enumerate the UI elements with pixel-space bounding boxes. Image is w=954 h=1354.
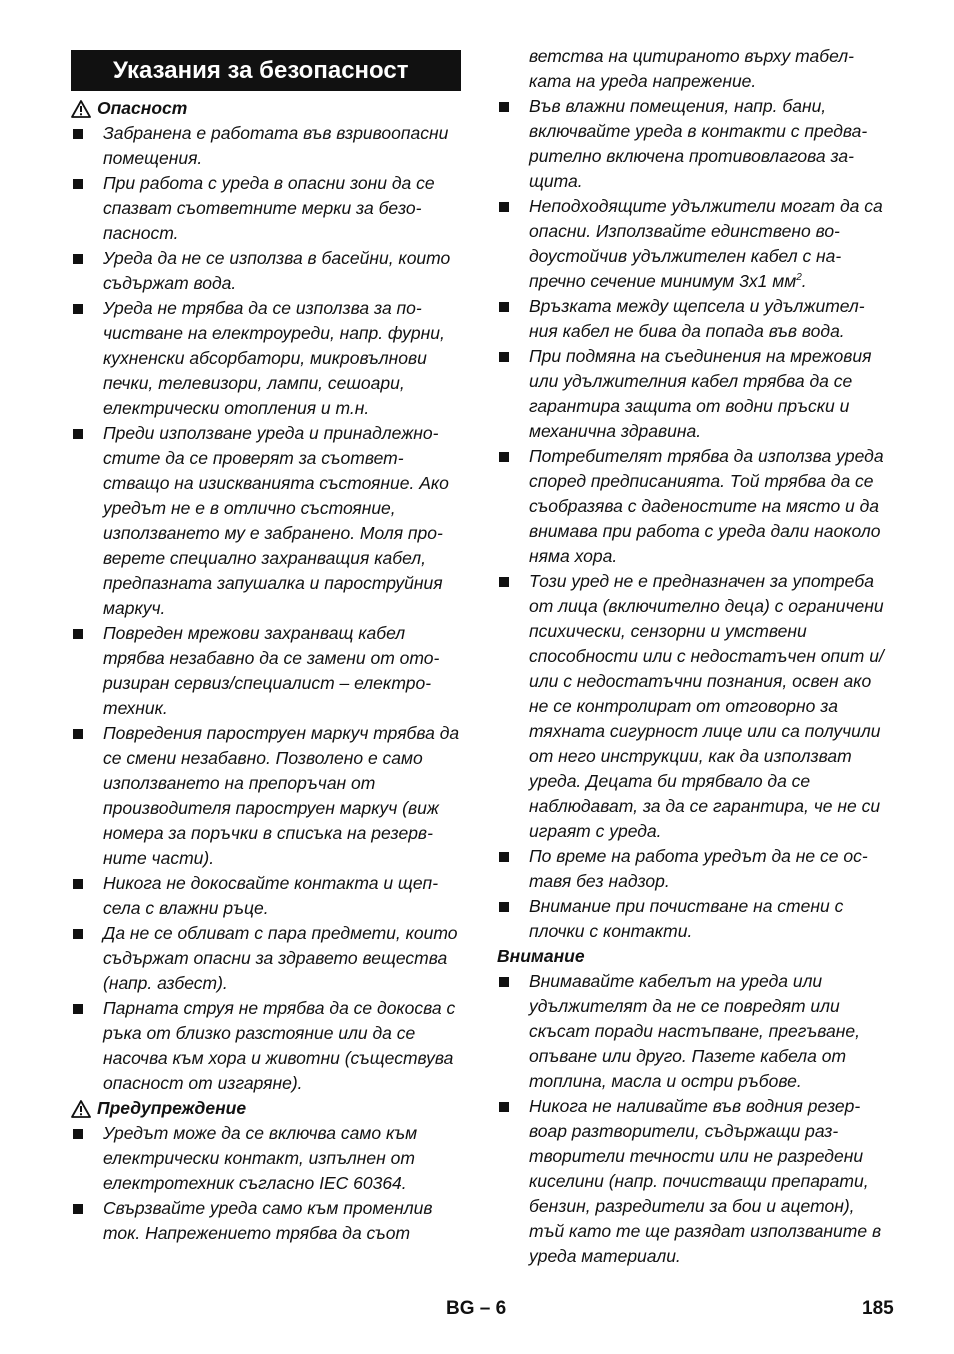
bullet-square xyxy=(73,629,83,639)
bullet-square xyxy=(499,977,509,987)
bullet-square xyxy=(73,179,83,189)
footer-section-code: BG – 6 xyxy=(446,1298,507,1319)
list-item xyxy=(71,721,461,871)
list-item xyxy=(71,246,461,296)
list-item-text: Уредът може да се включва само към електрически контакт, изпълнен от електротехник съгласно IEC 60364. xyxy=(103,1123,418,1193)
list-item xyxy=(497,969,887,1094)
page-number: 185 xyxy=(862,1298,894,1319)
bullet-square xyxy=(73,429,83,439)
list-item xyxy=(71,1121,461,1196)
bullet-square xyxy=(73,1129,83,1139)
list-item xyxy=(497,444,887,569)
danger-heading xyxy=(71,96,461,121)
list-item-text: Парната струя не трябва да се докосва с ръка от близко разстояние или да се насочва към хора и животни (съществува опасност от изгаряне). xyxy=(103,998,456,1093)
list-item xyxy=(497,844,887,894)
warning-heading xyxy=(71,1096,461,1121)
bullet-square xyxy=(499,302,509,312)
list-item xyxy=(71,621,461,721)
list-item-text: Този уред не е предназначен за употреба от лица (включително деца) с ограничени психически, сензорни и умствени способности или с недостатъчен опит и/или с недостатъчни познания, освен ако не се контролират от отговорно за тяхната сигурност лице или са получили от него инструкции, как да използват уреда. Децата би трябвало да се наблюдават, за да се гарантира, че не си играят с уреда. xyxy=(529,571,884,841)
list-item-text: Да не се обливат с пара предмети, които съдържат опасни за здравето вещества (напр. азбест). xyxy=(103,923,458,993)
list-item-text: При подмяна на съединения на мрежовия или удължителния кабел трябва да се гарантира защита от водни пръски и механична здравина. xyxy=(529,346,872,441)
list-item xyxy=(497,344,887,444)
list-item-text: Повреден мрежови захранващ кабел трябва незабавно да се замени от оторизиран сервиз/специалист – електротехник. xyxy=(103,623,440,718)
bullet-square xyxy=(499,452,509,462)
list-item xyxy=(71,871,461,921)
list-item xyxy=(71,996,461,1096)
bullet-square xyxy=(499,352,509,362)
list-item xyxy=(497,194,887,294)
bullet-square xyxy=(499,202,509,212)
list-item-text: Преди използване уреда и принадлежностите да се проверят за съответстващо на изискванията състояние. Ако уредът не е в отлично състояние, използването му е забранено. Моля проверете специално захранващия кабел, предпазната запушалка и пароструйния маркуч. xyxy=(103,423,449,618)
bullet-square xyxy=(73,304,83,314)
list-item xyxy=(71,121,461,171)
bullet-square xyxy=(499,1102,509,1112)
bullet-square xyxy=(73,729,83,739)
list-item-text: Уреда да не се използва в басейни, които съдържат вода. xyxy=(103,248,451,293)
attention-heading: Внимание xyxy=(497,946,585,966)
bullet-square xyxy=(499,852,509,862)
list-item-text: Уреда не трябва да се използва за почистване на електроуреди, напр. фурни, кухненски абсорбатори, микровълнови печки, телевизори, лампи, сешоари, електрически отопления и т.н. xyxy=(103,298,445,418)
list-item-text: Повредения пароструен маркуч трябва да се смени незабавно. Позволено е само използването на препоръчан от производителя пароструен маркуч (виж номера за поръчки в списъка на резервните части). xyxy=(103,723,460,868)
list-item-text: Потребителят трябва да използва уреда според предписанията. Той трябва да се съобразява с даденостите на място и да внимава при работа с уреда дали наоколо няма хора. xyxy=(529,446,884,566)
list-item xyxy=(497,294,887,344)
list-item xyxy=(71,171,461,246)
list-item-text: Във влажни помещения, напр. бани, включвайте уреда в контакти с предварително включена противовлагова защита. xyxy=(529,96,868,191)
list-item xyxy=(497,569,887,844)
warning-triangle-icon xyxy=(71,1100,97,1118)
list-item-text: Никога не наливайте във водния резервоар разтворители, съдържащи разтворители течности или не разредени киселини (напр. почистващи препарати, бензин, разредители за бои и ацетон), тъй като те ще разядат използваните в уреда материали. xyxy=(529,1096,882,1266)
list-item xyxy=(497,94,887,194)
bullet-square xyxy=(73,879,83,889)
list-item-text: Никога не докосвайте контакта и щепсела с влажни ръце. xyxy=(103,873,439,918)
list-item xyxy=(497,894,887,944)
bullet-square xyxy=(73,129,83,139)
list-item-text: Забранена е работата във взривоопасни помещения. xyxy=(103,123,449,168)
list-item xyxy=(71,421,461,621)
danger-heading-text: Опасност xyxy=(97,98,188,118)
bullet-square xyxy=(499,902,509,912)
bullet-square xyxy=(73,1204,83,1214)
bullet-square xyxy=(73,1004,83,1014)
warning-heading-text: Предупреждение xyxy=(97,1098,247,1118)
warning-list xyxy=(71,1121,461,1246)
left-column xyxy=(71,50,461,1246)
list-item-text: Връзката между щепсела и удължителния кабел не бива да попада във вода. xyxy=(529,296,865,341)
bullet-square xyxy=(73,929,83,939)
list-item-text: При работа с уреда в опасни зони да се спазват съответните мерки за безопасност. xyxy=(103,173,435,243)
list-item-text: Свързвайте уреда само към променлив ток. Напрежението трябва да съот xyxy=(103,1198,433,1243)
attention-list xyxy=(497,969,887,1269)
warning-triangle-icon xyxy=(71,100,97,118)
bullet-square xyxy=(499,577,509,587)
right-list xyxy=(497,94,887,944)
section-title: Указания за безопасност xyxy=(71,50,461,91)
list-item-text: Внимавайте кабелът на уреда или удължителят да не се повредят или скъсат поради настъпване, прегъване, опъване или друго. Пазете кабела от топлина, масла и остри ръбове. xyxy=(529,971,860,1091)
superscript: 2 xyxy=(796,272,802,284)
list-item-text: Внимание при почистване на стени с плочки с контакти. xyxy=(529,896,844,941)
danger-list xyxy=(71,121,461,1096)
list-item xyxy=(71,1196,461,1246)
list-item-text: Неподходящите удължители могат да са опасни. Използвайте единствено водоустойчив удължителен кабел с напречно сечение минимум 3x1 мм xyxy=(529,196,883,291)
bullet-square xyxy=(73,254,83,264)
right-column xyxy=(497,44,887,1269)
list-item xyxy=(497,1094,887,1269)
continued-text: ветства на цитираното върху табелката на уреда напрежение. xyxy=(529,46,854,91)
list-item-text: По време на работа уредът да не се оставя без надзор. xyxy=(529,846,868,891)
list-item xyxy=(71,921,461,996)
bullet-square xyxy=(499,102,509,112)
list-item xyxy=(71,296,461,421)
list-item-suffix: . xyxy=(801,271,807,291)
